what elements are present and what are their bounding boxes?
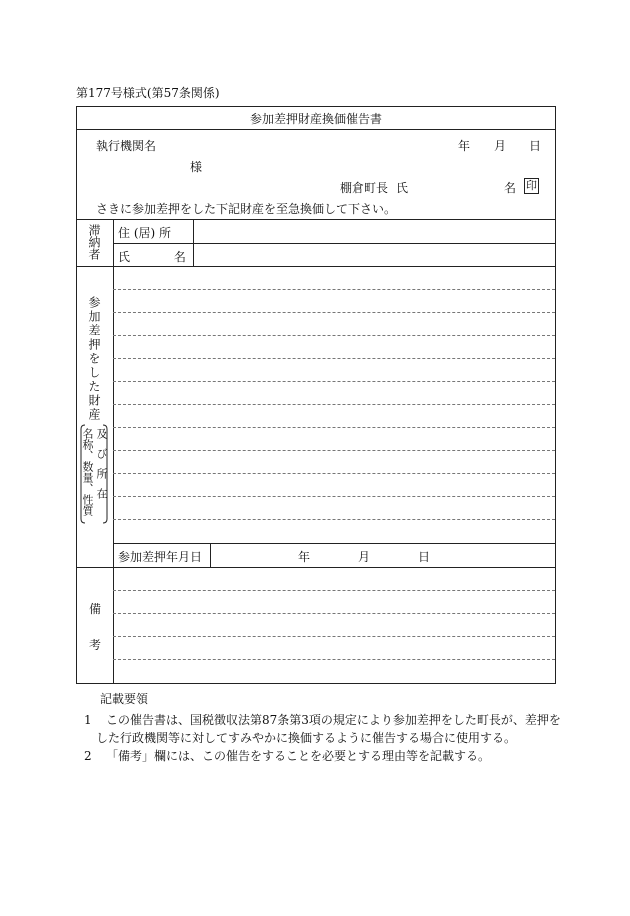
form-frame <box>76 106 556 684</box>
attachment-date-year: 年 <box>298 550 311 564</box>
delinquent-divider <box>76 266 556 267</box>
property-row-line <box>113 312 555 313</box>
remarks-label-1: 備 <box>89 602 102 616</box>
delinquent-label: 滞納者 <box>87 224 101 260</box>
property-row-line <box>113 496 555 497</box>
property-row-line <box>113 358 555 359</box>
property-row-line <box>113 519 555 520</box>
property-label: 参加差押をした財産 <box>87 296 101 422</box>
title-divider <box>76 129 556 130</box>
note-1-text-cont: した行政機関等に対してすみやかに換価するように催告する場合に使用する。 <box>96 731 517 745</box>
property-row-line <box>113 404 555 405</box>
address-divider <box>113 243 556 244</box>
sender-title: 棚倉町長 <box>340 181 389 195</box>
note-2-number: 2 <box>84 749 92 763</box>
date-year: 年 <box>458 139 471 153</box>
header-divider <box>76 219 556 220</box>
name-label-text: 氏 名 <box>118 250 186 264</box>
recipient-honorific: 様 <box>190 160 203 174</box>
note-2-text: 「備考」欄には、この催告をすることを必要とする理由等を記載する。 <box>106 749 491 763</box>
remarks-row-line <box>113 590 555 591</box>
property-date-top <box>113 543 556 544</box>
note-1-text: この催告書は、国税徴収法第87条第3項の規定により参加差押をした町長が、差押を <box>106 713 561 727</box>
property-row-line <box>113 381 555 382</box>
property-sublabel-1: 名称、数量、性質 <box>81 428 94 516</box>
sender-given: 名 <box>504 181 517 195</box>
field-label-divider <box>193 219 194 266</box>
date-day: 日 <box>529 139 542 153</box>
property-row-line <box>113 335 555 336</box>
property-row-line <box>113 473 555 474</box>
attachment-date-month: 月 <box>358 550 371 564</box>
remarks-divider <box>76 567 556 568</box>
date-month: 月 <box>494 139 507 153</box>
remarks-label-2: 考 <box>89 638 102 652</box>
remarks-row-line <box>113 636 555 637</box>
address-label: 住 (居) 所 <box>118 226 171 240</box>
attachment-date-day: 日 <box>418 550 431 564</box>
remarks-row-line <box>113 659 555 660</box>
property-row-line <box>113 427 555 428</box>
form-number: 第177号様式(第57条関係) <box>76 86 220 100</box>
form-title: 参加差押財産換価催告書 <box>249 112 382 126</box>
notes-heading: 記載要領 <box>100 692 149 706</box>
intro-text: さきに参加差押をした下記財産を至急換価して下さい。 <box>96 202 397 216</box>
property-row-line <box>113 450 555 451</box>
note-1-number: 1 <box>84 713 92 727</box>
sender-family: 氏 <box>396 181 409 195</box>
recipient-label: 執行機関名 <box>96 139 157 153</box>
date-label-divider <box>210 543 211 567</box>
seal-text: 印 <box>526 179 537 192</box>
property-row-line <box>113 289 555 290</box>
remarks-row-line <box>113 613 555 614</box>
attachment-date-label: 参加差押年月日 <box>118 550 203 564</box>
name-label <box>118 248 188 265</box>
address-field[interactable] <box>198 224 550 242</box>
name-field[interactable] <box>198 247 550 265</box>
property-sublabel-2: 及び所在 <box>95 428 108 508</box>
seal-mark <box>524 178 539 194</box>
